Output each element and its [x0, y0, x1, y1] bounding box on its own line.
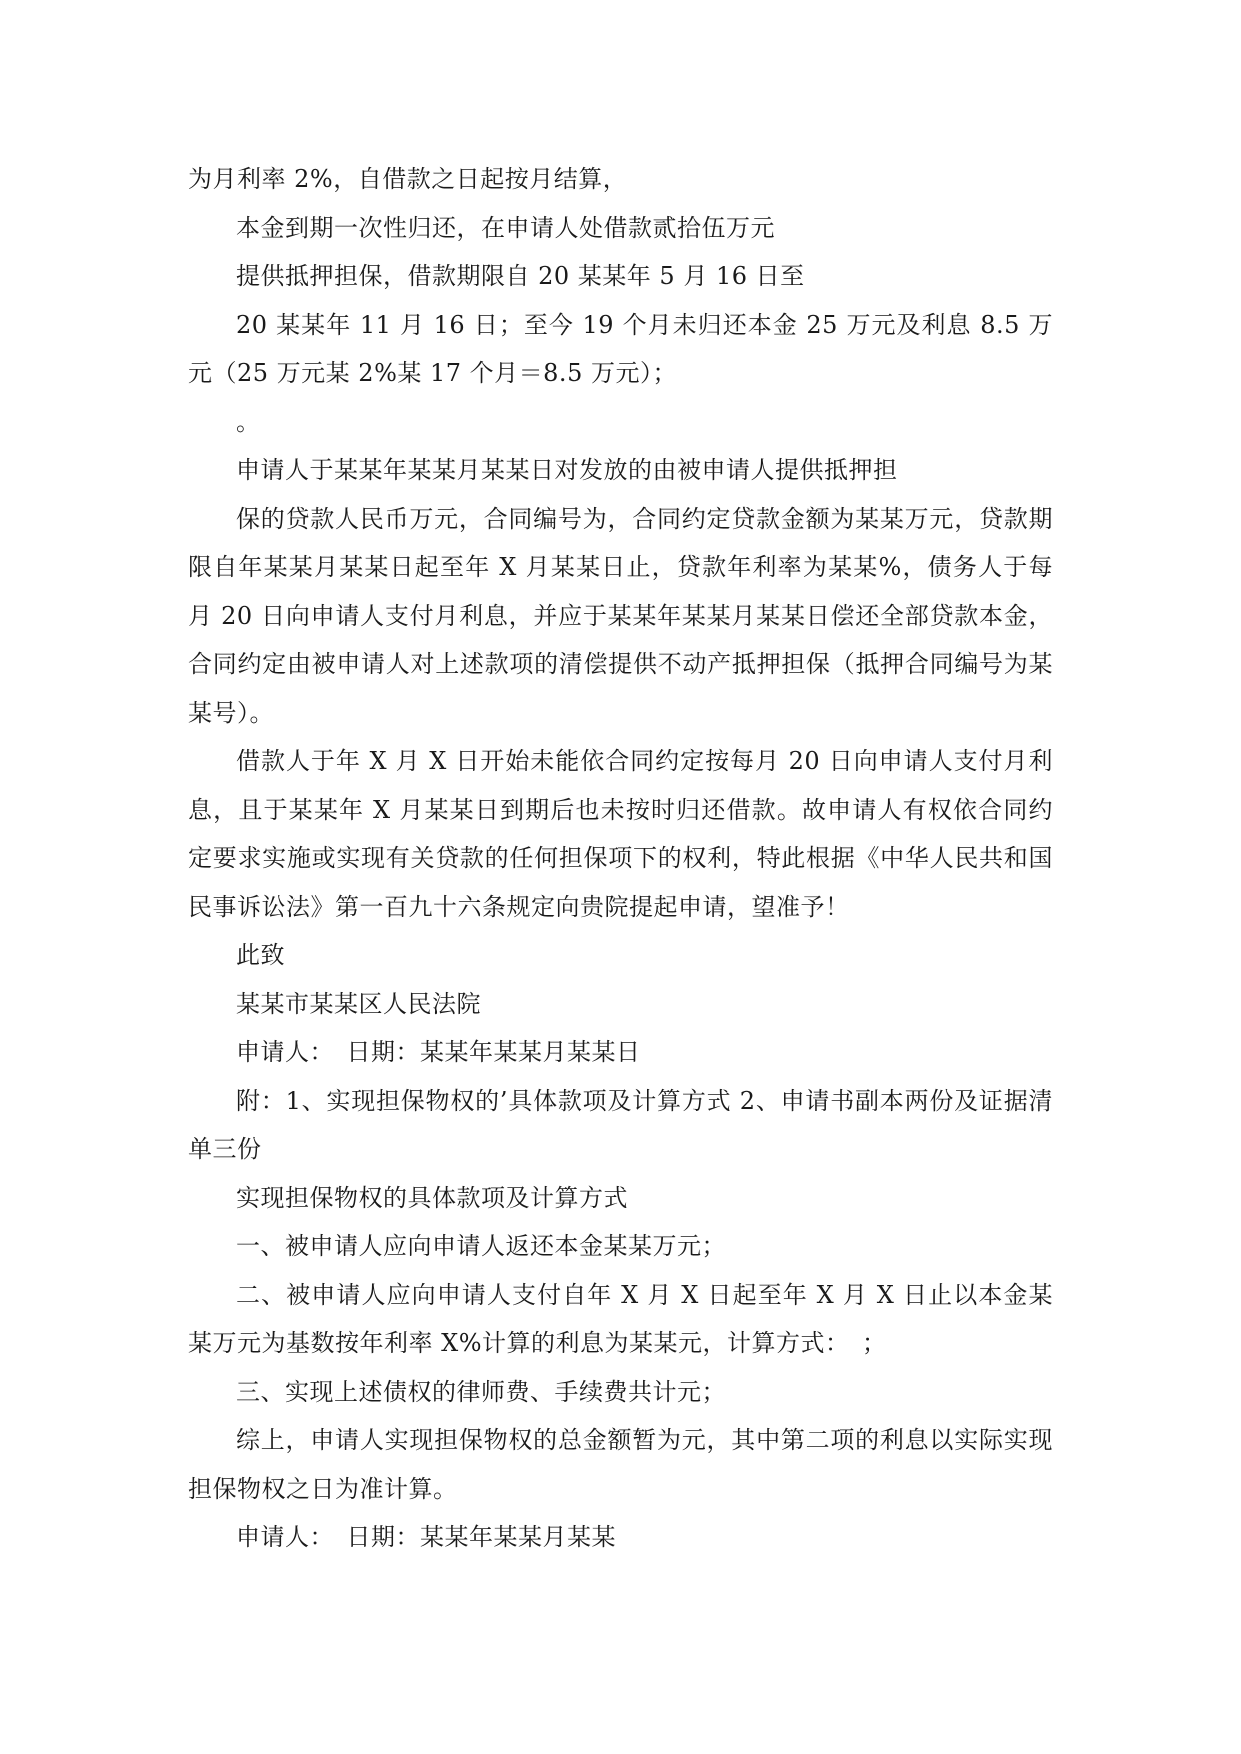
paragraph: 二、被申请人应向申请人支付自年 X 月 X 日起至年 X 月 X 日止以本金某某万元为基数按年利率 X%计算的利息为某某元，计算方式： ；: [188, 1280, 1053, 1357]
document-body: [188, 155, 1053, 1562]
paragraph: 申请人于某某年某某月某某日对发放的由被申请人提供抵押担: [236, 456, 898, 484]
paragraph: 实现担保物权的具体款项及计算方式: [236, 1183, 628, 1212]
paragraph: 一、被申请人应向申请人返还本金某某万元；: [236, 1232, 726, 1260]
paragraph: 。: [236, 407, 261, 436]
paragraph: 申请人： 日期：某某年某某月某某: [236, 1523, 616, 1551]
paragraph: 为月利率 2%，自借款之日起按月结算，: [188, 165, 628, 193]
paragraph: 某某市某某区人民法院: [236, 989, 481, 1018]
paragraph: 20 某某年 11 月 16 日；至今 19 个月未归还本金 25 万元及利息 8.5 万元（25 万元某 2%某 17 个月＝8.5 万元）；: [188, 310, 1053, 387]
paragraph: 提供抵押担保，借款期限自 20 某某年 5 月 16 日至: [236, 262, 805, 290]
paragraph: 申请人： 日期：某某年某某月某某日: [236, 1038, 641, 1066]
paragraph: 本金到期一次性归还，在申请人处借款贰拾伍万元: [236, 213, 775, 242]
paragraph: 综上，申请人实现担保物权的总金额暂为元，其中第二项的利息以实际实现担保物权之日为准计算。: [188, 1426, 1053, 1503]
paragraph: 三、实现上述债权的律师费、手续费共计元；: [236, 1377, 726, 1406]
paragraph: 借款人于年 X 月 X 日开始未能依合同约定按每月 20 日向申请人支付月利息，且于某某年 X 月某某日到期后也未按时归还借款。故申请人有权依合同约定要求实施或实现有关贷款的任何担保项下的权利，特此根据《中华人民共和国民事诉讼法》第一百九十六条规定向贵院提起申请，望准予！: [188, 747, 1053, 921]
paragraph: 此致: [236, 941, 285, 969]
paragraph: 附：1、实现担保物权的’具体款项及计算方式 2、申请书副本两份及证据清单三份: [188, 1086, 1053, 1163]
paragraph: 保的贷款人民币万元，合同编号为，合同约定贷款金额为某某万元，贷款期限自年某某月某某日起至年 X 月某某日止，贷款年利率为某某%，债务人于每月 20 日向申请人支付月利息，并应于某某年某某月某某日偿还全部贷款本金，合同约定由被申请人对上述款项的清偿提供不动产抵押担保（抵押合同编号为某某号）。: [188, 504, 1053, 727]
